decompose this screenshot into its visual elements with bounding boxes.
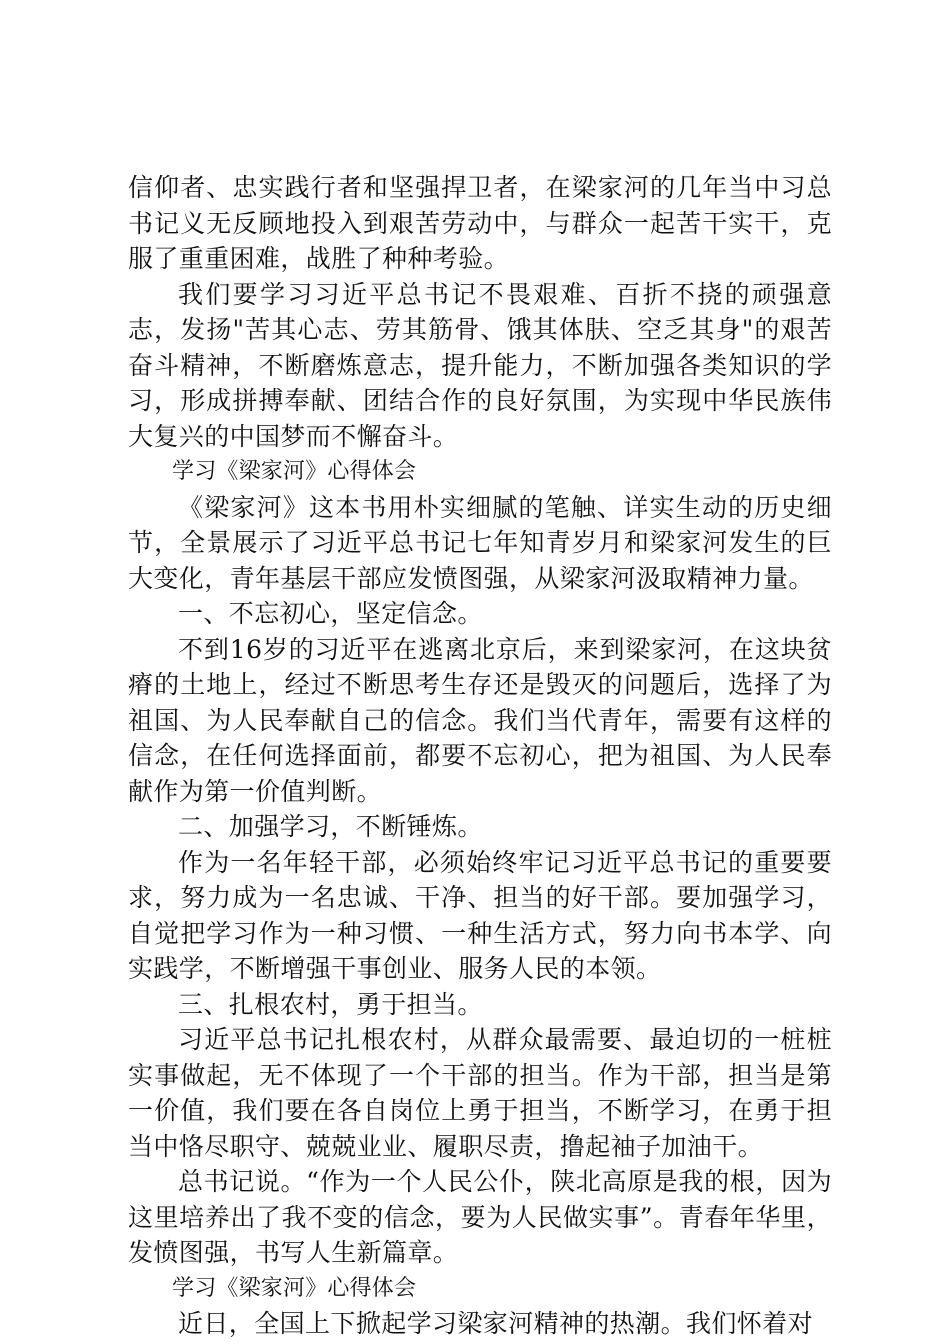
paragraph: 《梁家河》这本书用朴实细腻的笔触、详实生动的历史细节，全景展示了习近平总书记七年知青岁月和梁家河发生的巨大变化，青年基层干部应发愤图强，从梁家河汲取精神力量。 [128, 492, 832, 593]
section-heading: 学习《梁家河》心得体会 [172, 459, 417, 484]
section-heading: 学习《梁家河》心得体会 [172, 1275, 417, 1301]
subheading-point-1: 一、不忘初心，坚定信念。 [178, 599, 483, 628]
paragraph: 习近平总书记扎根农村，从群众最需要、最迫切的一桩桩实事做起，无不体现了一个干部的担当。作为干部，担当是第一价值，我们要在各自岗位上勇于担当，不断学习，在勇于担当中恪尽职守、兢兢业业、履职尽责，撸起袖子加油干。 [128, 1025, 832, 1161]
paragraph: 我们要学习习近平总书记不畏艰难、百折不挠的顽强意志，发扬"苦其心志、劳其筋骨、饿其体肤、空乏其身"的艰苦奋斗精神，不断磨炼意志，提升能力，不断加强各类知识的学习，形成拼搏奉献、团结合作的良好氛围，为实现中华民族伟大复兴的中国梦而不懈奋斗。 [128, 279, 832, 451]
subheading-point-2: 二、加强学习，不断锤炼。 [178, 812, 483, 841]
paragraph-continuation: 信仰者、忠实践行者和坚强捍卫者，在梁家河的几年当中习总书记义无反顾地投入到艰苦劳动中，与群众一起苦干实干，克服了重重困难，战胜了种种考验。 [128, 173, 832, 273]
document-body [128, 170, 832, 1342]
paragraph: 近日，全国上下掀起学习梁家河精神的热潮。我们怀着对 [178, 1309, 814, 1338]
paragraph: 总书记说。“作为一个人民公仆，陕北高原是我的根，因为这里培养出了我不变的信念，要为人民做实事”。青春年华里，发愤图强，书写人生新篇章。 [128, 1167, 832, 1267]
paragraph: 作为一名年轻干部，必须始终牢记习近平总书记的重要要求，努力成为一名忠诚、干净、担当的好干部。要加强学习，自觉把学习作为一种习惯、一种生活方式，努力向书本学、向实践学，不断增强干事创业、服务人民的本领。 [128, 847, 832, 983]
paragraph: 不到16岁的习近平在逃离北京后，来到梁家河，在这块贫瘠的土地上，经过不断思考生存还是毁灭的问题后，选择了为祖国、为人民奉献自己的信念。我们当代青年，需要有这样的信念，在任何选择面前，都要不忘初心，把为祖国、为人民奉献作为第一价值判断。 [128, 634, 832, 806]
subheading-point-3: 三、扎根农村，勇于担当。 [178, 989, 483, 1019]
